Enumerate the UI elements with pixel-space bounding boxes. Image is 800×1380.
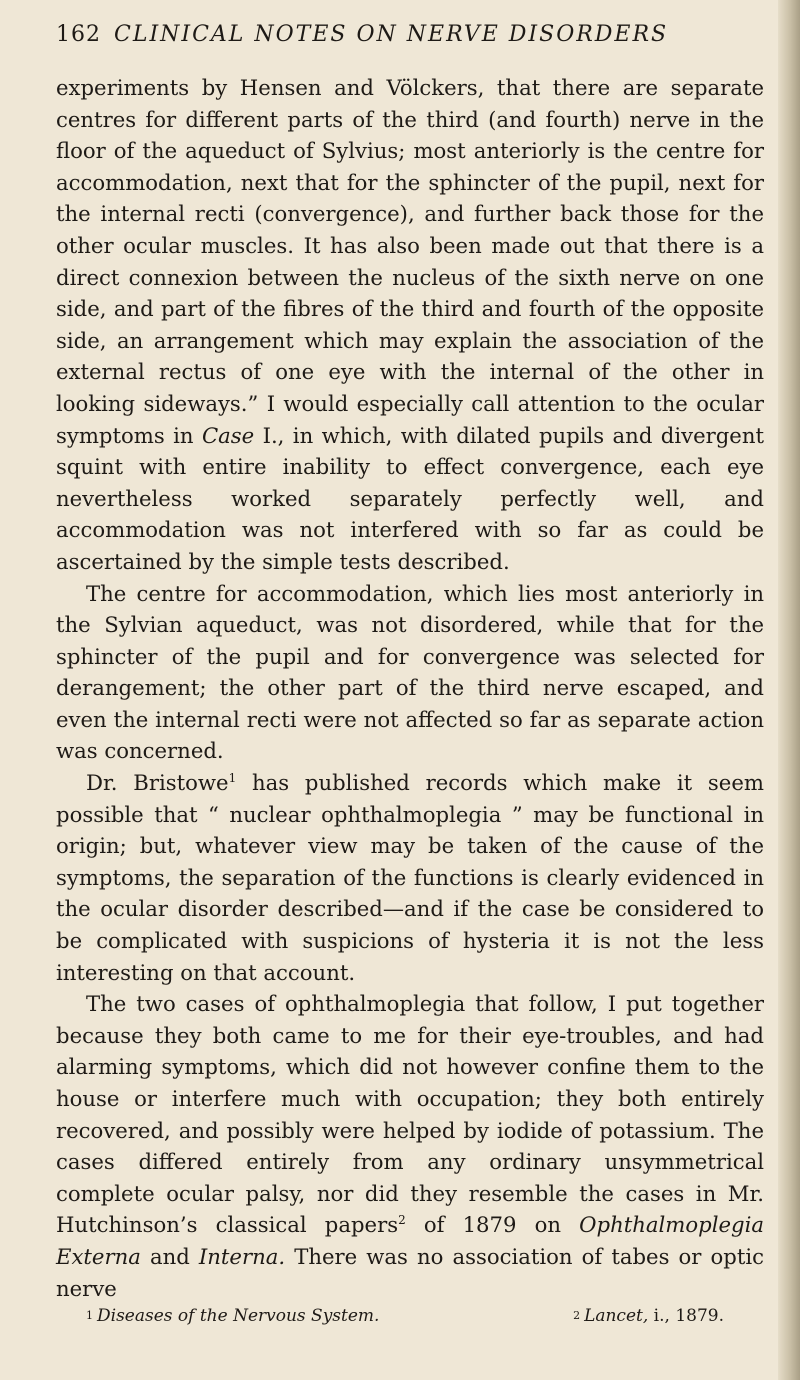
paragraph-4-mid: of 1879 on [405, 1212, 580, 1238]
paragraph-1-text: experiments by Hensen and Völckers, that there are separate centres for different parts of the third (and fourth) nerve in the floor of the aqueduct of Sylvius; most anteriorly is the centre for accommodation, next that for the sphincter of the pupil, next for the internal recti (convergence), and further back those for the other ocular muscles. It has also been made out that there is a direct connexion between the nucleus of the sixth nerve on one side, and part of the fibres of the third and fourth of the opposite side, an arrangement which may explain the association of the external rectus of one eye with the internal of the other in looking sideways.” I would especially call attention to the ocular symptoms in [56, 75, 764, 448]
paragraph-3-start: Dr. Bristowe [86, 770, 229, 796]
paragraph-1-end: I., in which, with dilated pupils and divergent squint with entire inability to effect convergence, each eye nevertheless worked separately perfectly well, and accommodation was not interfered with so far as could be ascertained by the simple tests described. [56, 422, 765, 574]
paragraph-3-end: has published records which make it seem possible that “ nuclear ophthalmoplegia ” may be functional in origin; but, whatever view may be taken of the cause of the symptoms, the separation of the functions is clearly evidenced in the ocular disorder described—and if the case be considered to be complicated with suspicions of hysteria it is not the less interesting on that account. [56, 770, 764, 985]
paragraph-4-start: The two cases of ophthalmoplegia that follow, I put together because they both came to me for their eye-troubles, and had alarming symptoms, which did not however confine them to the house or interfere much with occupation; they both entirely recovered, and possibly were helped by iodide of potassium. The cases differed entirely from any ordinary unsymmetrical complete ocular palsy, nor did they resemble the cases in Mr. Hutchinson’s classical papers [56, 991, 764, 1238]
footnote-1-number: 1 [86, 1309, 93, 1323]
paragraph-3 [56, 767, 764, 988]
footnote-1 [86, 1304, 379, 1328]
footnote-1-text: Diseases of the Nervous System. [97, 1306, 380, 1327]
page-number: 162 [56, 22, 101, 47]
paragraph-4-and: and [140, 1243, 199, 1269]
footnote-2-title: Lancet, [584, 1306, 649, 1327]
paragraph-4-end: There was no association of tabes or optic nerve [56, 1243, 764, 1301]
case-word: Case [201, 422, 255, 448]
footnote-ref-2: 2 [398, 1213, 406, 1228]
running-header [56, 22, 764, 72]
italic-title-1: Ophthalmoplegia Externa [56, 1212, 764, 1269]
paragraph-2: The centre for accommodation, which lies most anteriorly in the Sylvian aqueduct, was not disordered, while that for the sphincter of the pupil and for convergence was selected for derangement; the other part of the third nerve escaped, and even the internal recti were not affected so far as separate action was concerned. [56, 580, 764, 764]
footnotes [56, 1304, 764, 1328]
book-page [56, 22, 764, 1328]
footnote-ref-1: 1 [228, 771, 237, 785]
italic-title-2: Interna. [198, 1243, 286, 1269]
footnote-2-rest: i., 1879. [648, 1306, 724, 1327]
paragraph-4 [56, 988, 764, 1304]
footnote-2-number: 2 [573, 1309, 581, 1323]
page-edge-shadow [778, 0, 800, 1380]
footnote-2 [573, 1304, 764, 1328]
running-title: CLINICAL NOTES ON NERVE DISORDERS [114, 22, 669, 47]
paragraph-1 [56, 72, 764, 578]
